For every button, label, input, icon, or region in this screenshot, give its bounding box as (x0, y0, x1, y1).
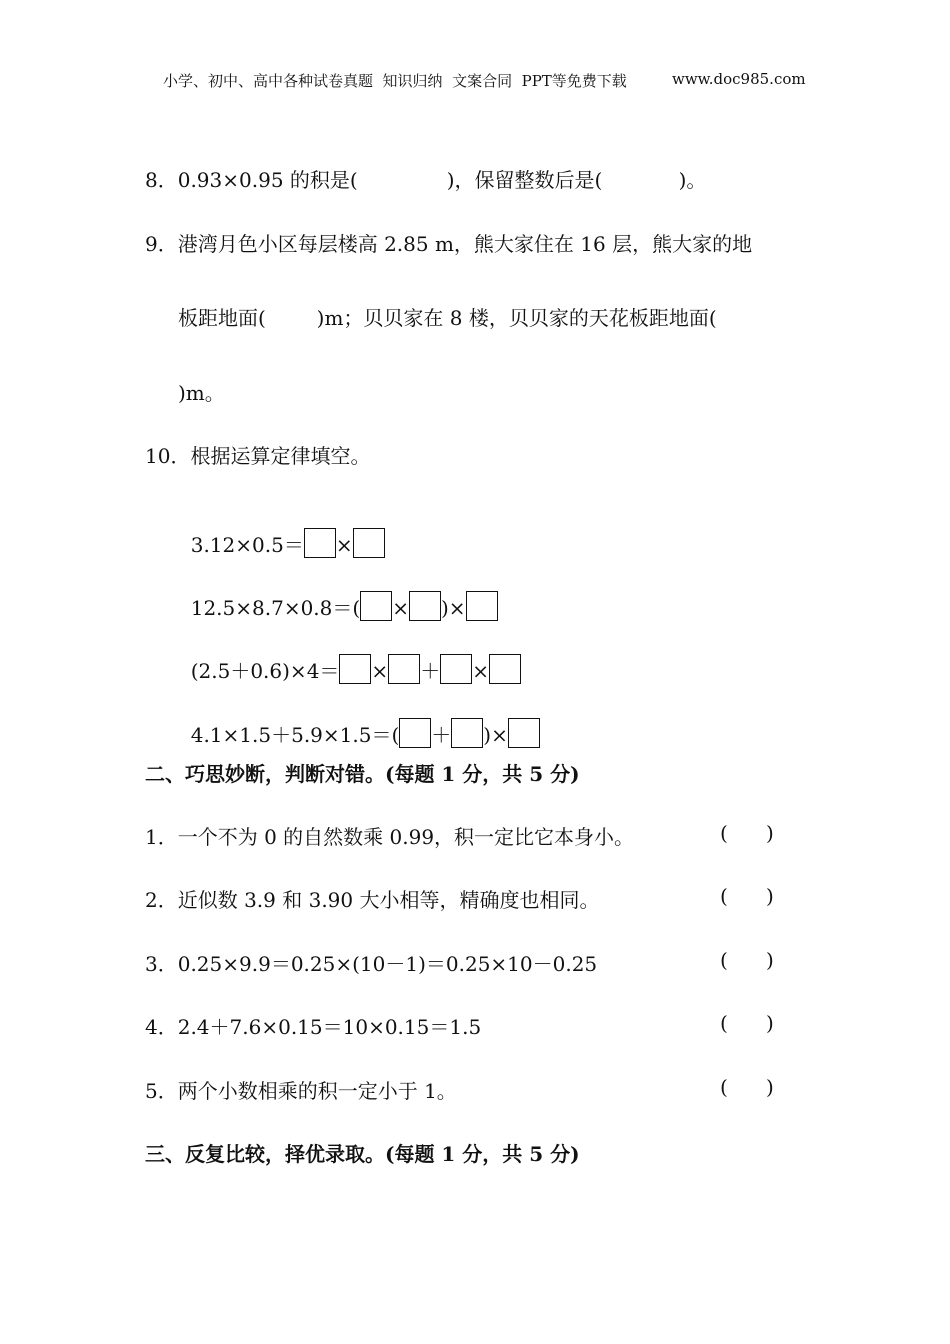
answer-box[interactable] (399, 718, 431, 748)
answer-box[interactable] (360, 591, 392, 621)
equation-3-lhs: (2.5＋0.6)×4＝ (190, 659, 340, 683)
judge-answer-2[interactable]: ( ) (720, 884, 774, 908)
section-3-title: 三、反复比较，择优录取。(每题 1 分，共 5 分) (145, 1142, 580, 1166)
equation-2-lhs: 12.5×8.7×0.8＝( (190, 596, 361, 620)
answer-box[interactable] (304, 528, 336, 558)
equation-4 (178, 694, 540, 748)
answer-box[interactable] (466, 591, 498, 621)
equation-3 (178, 630, 521, 684)
answer-box[interactable] (440, 654, 472, 684)
answer-box[interactable] (388, 654, 420, 684)
judge-answer-3[interactable]: ( ) (720, 948, 774, 972)
question-9-line-1: 9．港湾月色小区每层楼高 2.85 m，熊大家住在 16 层，熊大家的地 (145, 232, 753, 256)
judge-item-4: 4．2.4＋7.6×0.15＝10×0.15＝1.5 (145, 1015, 482, 1039)
header-left-text: 小学、初中、高中各种试卷真题 知识归纳 文案合同 PPT等免费下载 (163, 72, 627, 90)
equation-4-lhs: 4.1×1.5＋5.9×1.5＝( (190, 723, 400, 747)
operator: × (371, 659, 389, 683)
operator: × (392, 596, 409, 620)
operator: × (472, 659, 489, 683)
judge-item-1: 1．一个不为 0 的自然数乘 0.99，积一定比它本身小。 (145, 825, 635, 849)
judge-answer-1[interactable]: ( ) (720, 821, 774, 845)
operator: )× (440, 596, 466, 620)
operator: × (335, 533, 353, 557)
question-9-line-3: )m。 (178, 381, 225, 405)
answer-box[interactable] (409, 591, 441, 621)
judge-answer-5[interactable]: ( ) (720, 1075, 774, 1099)
answer-box[interactable] (451, 718, 483, 748)
answer-box[interactable] (508, 718, 540, 748)
section-2-title: 二、巧思妙断，判断对错。(每题 1 分，共 5 分) (145, 762, 580, 786)
answer-box[interactable] (339, 654, 371, 684)
operator: ＋ (431, 723, 452, 747)
question-10-title: 10．根据运算定律填空。 (145, 444, 371, 468)
answer-box[interactable] (353, 528, 385, 558)
equation-1-lhs: 3.12×0.5＝ (190, 533, 304, 557)
judge-item-5: 5．两个小数相乘的积一定小于 1。 (145, 1079, 457, 1103)
answer-box[interactable] (489, 654, 521, 684)
operator: )× (483, 723, 508, 747)
judge-item-2: 2．近似数 3.9 和 3.90 大小相等，精确度也相同。 (145, 888, 600, 912)
judge-answer-4[interactable]: ( ) (720, 1011, 774, 1035)
judge-item-3: 3．0.25×9.9＝0.25×(10－1)＝0.25×10－0.25 (145, 952, 598, 976)
operator: ＋ (420, 659, 441, 683)
question-9-line-2: 板距地面( )m；贝贝家在 8 楼，贝贝家的天花板距地面( (178, 306, 717, 330)
question-8: 8．0.93×0.95 的积是( )，保留整数后是( )。 (145, 168, 707, 192)
header-website: www.doc985.com (672, 70, 806, 88)
equation-2 (178, 567, 498, 621)
equation-1 (178, 504, 385, 558)
